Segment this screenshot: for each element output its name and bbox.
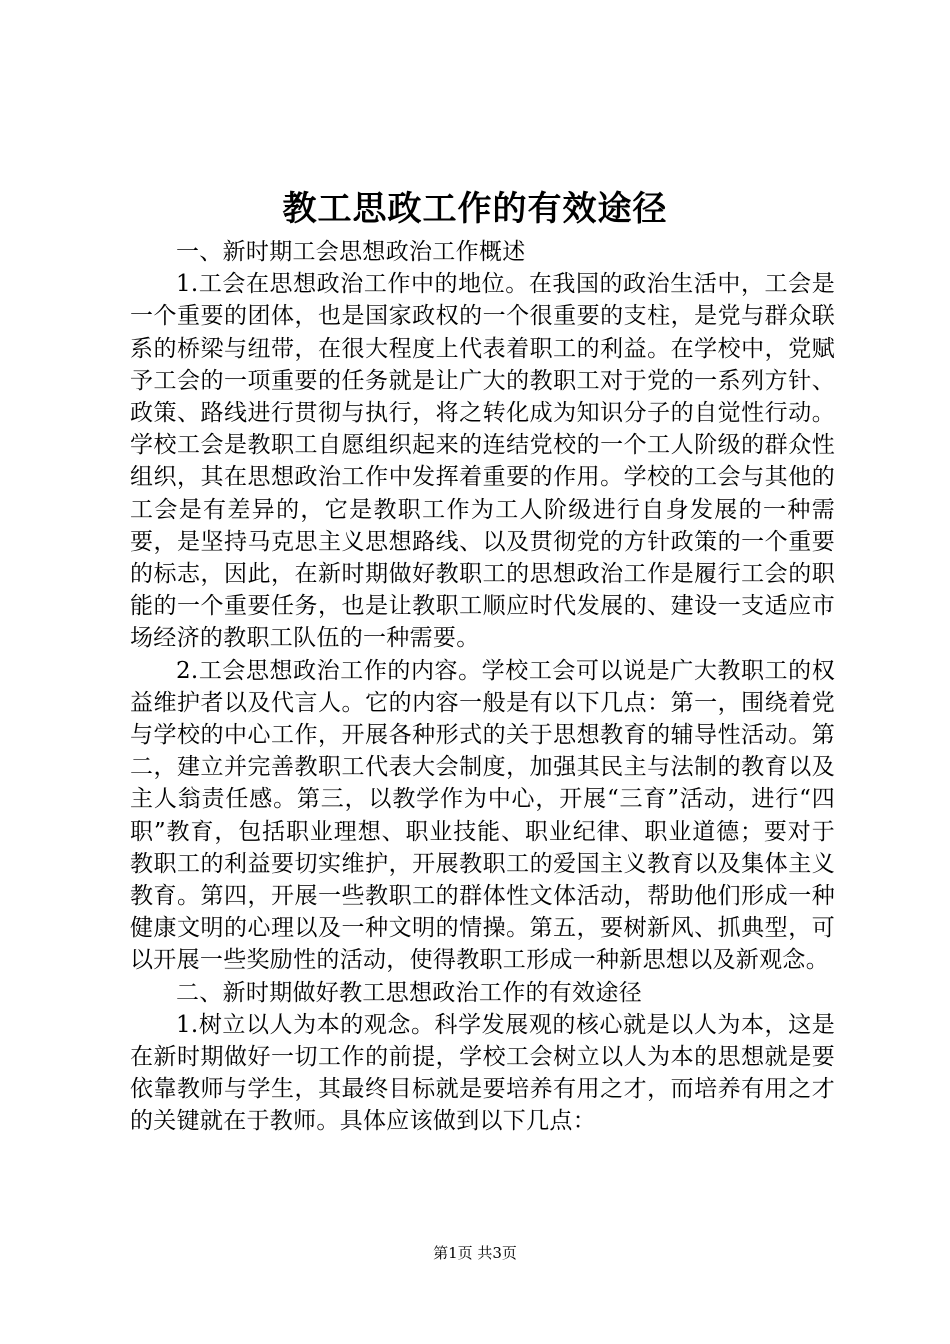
section-heading-2: 二、新时期做好教工思想政治工作的有效途径 [176,979,642,1006]
body-paragraph: 2.工会思想政治工作的内容。学校工会可以说是广大教职工的权益维护者以及代言人。它的内容一般是有以下几点：第一，围绕着党与学校的中心工作，开展各种形式的关于思想教育的辅导性活动。第二，建立并完善教职工代表大会制度，加强其民主与法制的教育以及主人翁责任感。第三，以教学作为中心，开展“三育”活动，进行“四职”教育，包括职业理想、职业技能、职业纪律、职业道德；要对于教职工的利益要切实维护，开展教职工的爱国主义教育以及集体主义教育。第四，开展一些教职工的群体性文体活动，帮助他们形成一种健康文明的心理以及一种文明的情操。第五，要树新风、抓典型，可以开展一些奖励性的活动，使得教职工形成一种新思想以及新观念。 [130,657,835,974]
document-body [130,236,835,1138]
section-heading-1: 一、新时期工会思想政治工作概述 [176,239,526,265]
document-title: 教工思政工作的有效途径 [282,189,668,229]
body-paragraph: 1.树立以人为本的观念。科学发展观的核心就是以人为本，这是在新时期做好一切工作的前提，学校工会树立以人为本的思想就是要依靠教师与学生，其最终目标就是要培养有用之才，而培养有用之才的关键就在于教师。具体应该做到以下几点： [130,1011,835,1135]
page-number-footer: 第1页 共3页 [433,1244,517,1262]
body-paragraph: 1.工会在思想政治工作中的地位。在我国的政治生活中，工会是一个重要的团体，也是国家政权的一个很重要的支柱，是党与群众联系的桥梁与纽带，在很大程度上代表着职工的利益。在学校中，党赋予工会的一项重要的任务就是让广大的教职工对于党的一系列方针、政策、路线进行贯彻与执行，将之转化成为知识分子的自觉性行动。学校工会是教职工自愿组织起来的连结党校的一个工人阶级的群众性组织，其在思想政治工作中发挥着重要的作用。学校的工会与其他的工会是有差异的，它是教职工作为工人阶级进行自身发展的一种需要，是坚持马克思主义思想路线、以及贯彻党的方针政策的一个重要的标志，因此，在新时期做好教职工的思想政治工作是履行工会的职能的一个重要任务，也是让教职工顺应时代发展的、建设一支适应市场经济的教职工队伍的一种需要。 [130,271,835,652]
